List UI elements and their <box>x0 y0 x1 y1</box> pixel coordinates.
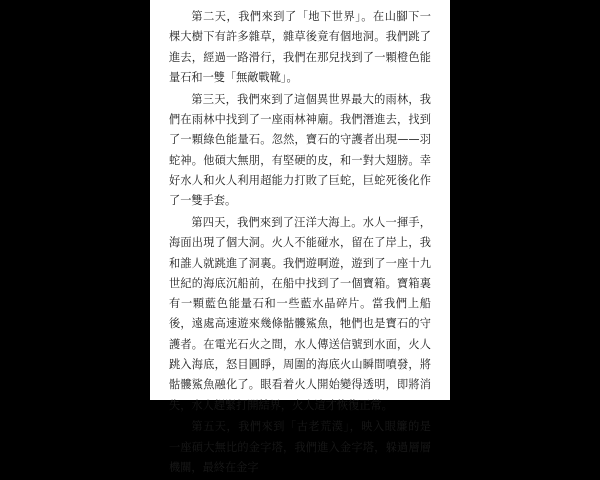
document-page <box>150 0 450 475</box>
document-body <box>169 7 431 480</box>
paragraph-day-four: 第四天，我們來到了汪洋大海上。水人一揮手，海面出現了個大洞。火人不能碰水，留在了岸上，我和誰人就跳進了洞裏。我們遊啊遊，遊到了一座十九世紀的海底沉船前，在船中找到了一個寶箱。寶箱裏有一顆藍色能量石和一些藍水晶碎片。當我們上船後，遠處高速遊來幾條骷髏鯊魚，牠們也是寶石的守護者。在電光石火之間，水人傳送信號到水面，火人跳入海底，怒目圓睜，周圍的海底火山瞬間噴發，將骷髏鯊魚融化了。眼看着火人開始變得透明，即將消失，水人趕緊打開結界，火人這才恢復正常。 <box>169 215 431 412</box>
paragraph-day-three: 第三天，我們來到了這個異世界最大的雨林，我們在雨林中找到了一座雨林神廟。我們潛進去，找到了一顆綠色能量石。忽然，寶石的守護者出現——羽蛇神。他碩大無朋，有堅硬的皮，和一對大翅膀。幸好水人和火人利用超能力打敗了巨蛇，巨蛇死後化作了一雙手套。 <box>169 92 431 208</box>
paragraph-day-two: 第二天，我們來到了「地下世界」。在山腳下一棵大樹下有許多雜草，雜草後竟有個地洞。我們跳了進去，經過一路滑行，我們在那兒找到了一顆橙色能量石和一雙「無敵戰靴」。 <box>169 10 431 84</box>
paragraph-day-five: 第五天，我們來到「古老荒漠」，映入眼簾的是一座碩大無比的金字塔，我們進入金字塔，躲過層層機關，最終在金字 <box>169 420 431 475</box>
